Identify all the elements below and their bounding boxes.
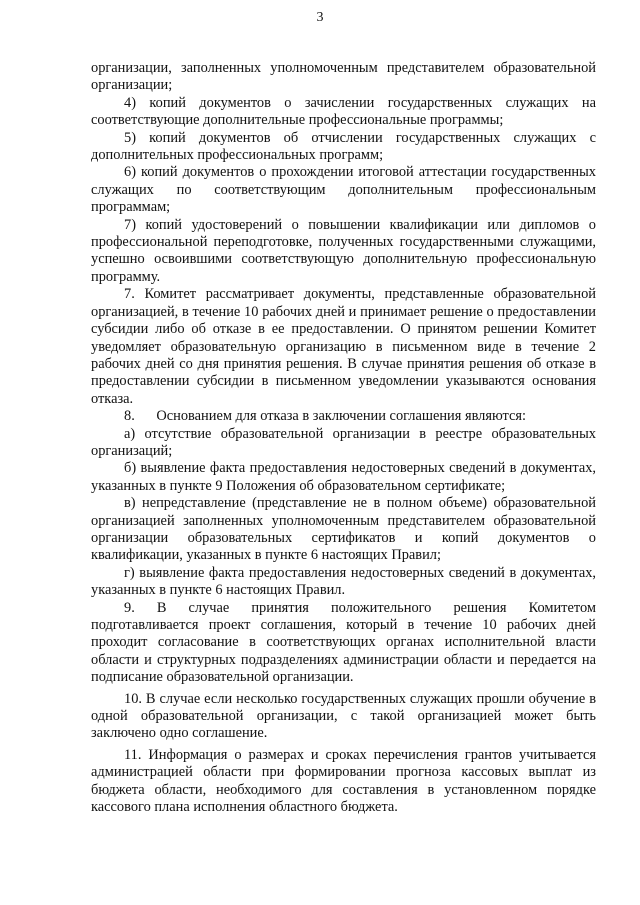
paragraph-item-6: 6) копий документов о прохождении итоговой аттестации государственных служащих по соответствующим дополнительным профессиональным программам; — [91, 164, 596, 216]
paragraph-clause-9: 9. В случае принятия положительного решения Комитетом подготавливается проект соглашения, который в течение 10 рабочих дней проходит согласование в соответствующих органах исполнительной власти области и структурных подразделениях администрации области и передается на подписание образовательной организации. — [91, 599, 596, 686]
paragraph-clause-8-v: в) непредставление (представление не в полном объеме) образовательной организацией заполненных уполномоченным представителем образовательной организации образовательных сертификатов и копий документов о квалификации, указанных в пункте 6 настоящих Правил; — [91, 495, 596, 564]
page-number: 3 — [316, 10, 324, 25]
paragraph-clause-8-b: б) выявление факта предоставления недостоверных сведений в документах, указанных в пункте 9 Положения об образовательном сертификате; — [91, 460, 596, 494]
paragraph-item-5: 5) копий документов об отчислении государственных служащих с дополнительных профессиональных программ; — [91, 129, 596, 164]
paragraph-item-4: 4) копий документов о зачислении государственных служащих на соответствующие дополнительные профессиональные программы; — [91, 94, 596, 129]
document-body — [91, 60, 596, 816]
paragraph-clause-8-a: а) отсутствие образовательной организации в реестре образовательных организаций; — [91, 425, 596, 459]
paragraph-continuation: организации, заполненных уполномоченным представителем образовательной организации; — [91, 60, 596, 94]
paragraph-clause-8: 8. Основанием для отказа в заключении соглашения являются: — [124, 408, 527, 425]
paragraph-clause-7: 7. Комитет рассматривает документы, представленные образовательной организацией, в течение 10 рабочих дней и принимает решение о предоставлении субсидии либо об отказе в ее предоставлении. О принятом решении Комитет уведомляет образовательную организацию в письменном виде в течение 2 рабочих дней со дня принятия решения. В случае принятия решения об отказе в предоставлении субсидии в письменном уведомлении указываются основания отказа. — [91, 286, 596, 407]
paragraph-item-7-copies: 7) копий удостоверений о повышении квалификации или дипломов о профессиональной переподготовке, полученных государственными служащими, успешно освоившими соответствующую дополнительную профессиональную программу. — [91, 216, 596, 285]
paragraph-clause-11: 11. Информация о размерах и сроках перечисления грантов учитывается администрацией области при формировании прогноза кассовых выплат из бюджета области, необходимого для составления в установленном порядке кассового плана исполнения областного бюджета. — [91, 746, 596, 816]
paragraph-clause-8-g: г) выявление факта предоставления недостоверных сведений в документах, указанных в пункте 6 настоящих Правил. — [91, 564, 596, 599]
paragraph-clause-10: 10. В случае если несколько государственных служащих прошли обучение в одной образовательной организации, с такой организацией может быть заключено одно соглашение. — [91, 690, 596, 742]
